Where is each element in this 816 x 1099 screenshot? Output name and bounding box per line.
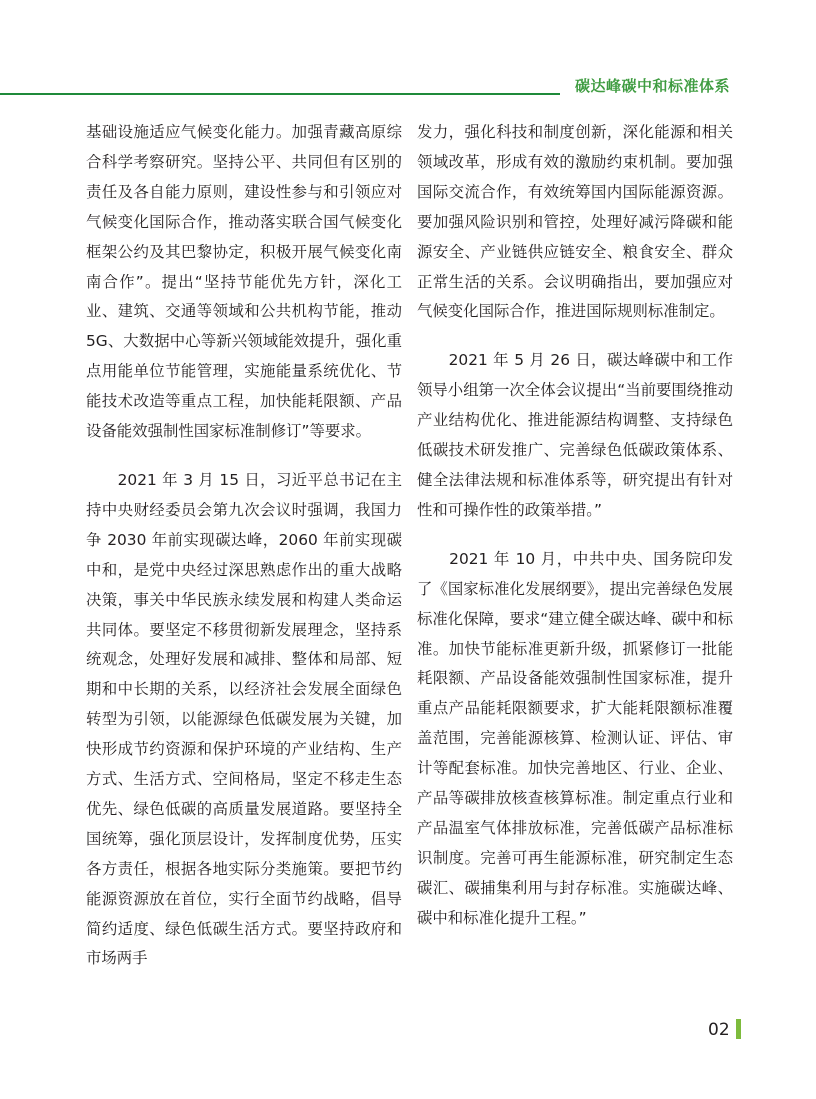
page-number: 02 bbox=[708, 1020, 730, 1040]
paragraph: 发力，强化科技和制度创新，深化能源和相关领域改革，形成有效的激励约束机制。要加强国际交流合作，有效统筹国内国际能源资源。要加强风险识别和管控，处理好减污降碳和能源安全、产业链供应链安全、粮食安全、群众正常生活的关系。会议明确指出，要加强应对气候变化国际合作，推进国际规则标准制定。 bbox=[417, 123, 733, 321]
paragraph: 2021 年 5 月 26 日，碳达峰碳中和工作领导小组第一次全体会议提出“当前要围绕推动产业结构优化、推进能源结构调整、支持绿色低碳技术研发推广、完善绿色低碳政策体系、健全法律法规和标准体系等，研究提出有针对性和可操作性的政策举措。” bbox=[417, 351, 733, 519]
left-column bbox=[86, 118, 402, 974]
page-number-bar bbox=[736, 1019, 741, 1039]
right-column bbox=[417, 118, 733, 934]
header-rule bbox=[0, 93, 560, 95]
paragraph: 2021 年 10 月，中共中央、国务院印发了《国家标准化发展纲要》，提出完善绿色发展标准化保障，要求“建立健全碳达峰、碳中和标准。加快节能标准更新升级，抓紧修订一批能耗限额、产品设备能效强制性国家标准，提升重点产品能耗限额要求，扩大能耗限额标准覆盖范围，完善能源核算、检测认证、评估、审计等配套标准。加快完善地区、行业、企业、产品等碳排放核查核算标准。制定重点行业和产品温室气体排放标准，完善低碳产品标准标识制度。完善可再生能源标准，研究制定生态碳汇、碳捕集利用与封存标准。实施碳达峰、碳中和标准化提升工程。” bbox=[417, 549, 733, 927]
paragraph: 基础设施适应气候变化能力。加强青藏高原综合科学考察研究。坚持公平、共同但有区别的责任及各自能力原则，建设性参与和引领应对气候变化国际合作，推动落实联合国气候变化框架公约及其巴黎协定，积极开展气候变化南南合作”。提出“坚持节能优先方针，深化工业、建筑、交通等领域和公共机构节能，推动 5G、大数据中心等新兴领域能效提升，强化重点用能单位节能管理，实施能量系统优化、节能技术改造等重点工程，加快能耗限额、产品设备能效强制性国家标准制修订”等要求。 bbox=[86, 123, 402, 441]
running-header-title: 碳达峰碳中和标准体系 bbox=[574, 77, 730, 95]
paragraph: 2021 年 3 月 15 日，习近平总书记在主持中央财经委员会第九次会议时强调，我国力争 2030 年前实现碳达峰，2060 年前实现碳中和，是党中央经过深思熟虑作出的重大战略决策，事关中华民族永续发展和构建人类命运共同体。要坚定不移贯彻新发展理念，坚持系统观念，处理好发展和减排、整体和局部、短期和中长期的关系，以经济社会发展全面绿色转型为引领，以能源绿色低碳发展为关键，加快形成节约资源和保护环境的产业结构、生产方式、生活方式、空间格局，坚定不移走生态优先、绿色低碳的高质量发展道路。要坚持全国统筹，强化顶层设计，发挥制度优势，压实各方责任，根据各地实际分类施策。要把节约能源资源放在首位，实行全面节约战略，倡导简约适度、绿色低碳生活方式。要坚持政府和市场两手 bbox=[86, 470, 402, 968]
